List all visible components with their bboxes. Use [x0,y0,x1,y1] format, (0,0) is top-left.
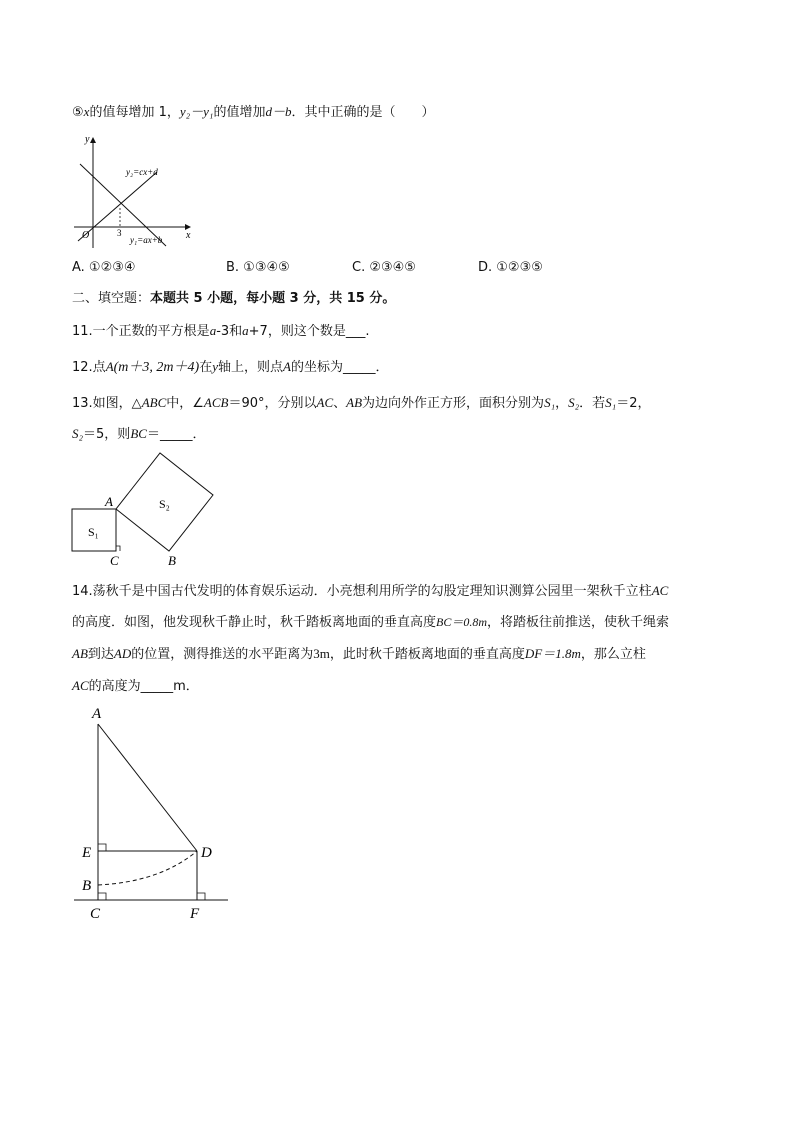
q14-t3: ，将踏板往前推送，使秋千绳索 [487,615,670,630]
q13-t9: ＝5，则 [83,427,131,442]
q13-t7: ．若 [579,396,606,411]
q13-abc: ABC [141,395,167,410]
q13-s2: S₂ [568,395,580,410]
question-14-line1 [72,582,668,601]
q12-point2: A [283,359,291,374]
label-a: A [92,706,102,722]
q14-t8: 的高度为_____m． [88,679,199,694]
label-c: C [110,553,119,568]
q13-t8: ＝2， [616,396,651,411]
q14-ac: AC [651,583,669,598]
label-s1: S₁ [88,525,99,539]
label-x: x [186,230,191,241]
q14-ad: AD [113,646,132,661]
q13-t2: 中，∠ [166,396,204,411]
q13-t3: ＝90°，分别以 [228,396,317,411]
label-f: F [190,906,200,922]
q13-bc: BC [130,426,147,441]
stmt5-text2: 的值增加 [213,105,266,120]
q14-bc-eq: BC＝0.8m [436,615,488,629]
label-y: y [85,134,90,145]
q13-s1: S₁ [544,395,556,410]
q14-t1: 14.荡秋千是中国古代发明的体育娱乐运动．小亮想利用所学的勾股定理知识测算公园里一架秋千立柱 [72,584,652,599]
q12-point: A [105,359,114,374]
q10-graph [72,130,202,250]
question-13-line1 [72,394,650,413]
stmt5-text: 的值每增加 1， [89,105,180,120]
q13-t1: 13.如图，△ [72,396,142,411]
q12-coords: (m＋3, 2m＋4) [113,360,200,375]
label-s2: S₂ [159,497,170,511]
q12-y: y [212,359,218,374]
stmt5-x: x [83,104,90,119]
q14-df-eq: DF＝1.8m [524,646,581,661]
q14-t2: 的高度．如图，他发现秋千静止时，秋千踏板离地面的垂直高度 [72,615,437,630]
section-header [72,290,395,308]
q13-s2b: S₂ [72,426,84,441]
q13-acb: ACB [203,395,229,410]
stmt5-marker: ⑤ [72,105,84,120]
label-origin: O [82,230,90,241]
right-angle-e [98,844,106,851]
q14-figure [70,700,240,930]
q14-t7: ，那么立柱 [580,647,646,662]
q13-ab: AB [346,395,363,410]
q13-figure [70,450,220,570]
question-14-line4 [72,677,199,696]
label-a: A [105,494,113,509]
q11-a2: a [242,323,249,338]
label-b: B [82,878,92,894]
q11-a1: a [209,323,217,338]
label-line1: y₁=ax+b [130,235,163,245]
question-14-line2 [72,613,669,632]
section-prefix: 二、填空题： [72,291,151,306]
q12-text2: 在 [199,360,213,375]
q12-text3: 轴上，则点 [217,360,283,375]
q11-text1: 11.一个正数的平方根是 [72,324,210,339]
right-angle-c [116,546,120,551]
option-d[interactable]: D. ①②③⑤ [478,260,543,275]
stmt5-expr: y₂－y₁ [179,104,214,119]
right-angle-f [197,893,205,900]
question-13-line2 [72,425,205,444]
q13-t10: ＝_____． [146,427,206,442]
label-d: D [201,845,212,861]
q13-s1b: S₁ [605,395,617,410]
q14-3m: 3m [313,646,330,661]
q13-t5: 为边向外作正方形，面积分别为 [362,396,545,411]
q13-t4: 、 [333,396,347,411]
right-angle-c [98,893,106,900]
q11-text3: +7，则这个数是___. [248,324,370,339]
q12-text4: 的坐标为_____． [290,360,389,375]
section-desc: 本题共 5 小题，每小题 3 分，共 15 分。 [150,291,396,306]
q11-text2: -3和 [216,324,243,339]
q14-t4: 到达 [87,647,114,662]
option-c[interactable]: C. ②③④⑤ [352,260,416,275]
question-12 [72,358,388,377]
q12-text1: 12.点 [72,360,106,375]
label-c: C [90,906,101,922]
stmt5-db: d－b [265,104,292,119]
q14-t5: 的位置，测得推送的水平距离为 [131,647,314,662]
q13-t6: ， [555,396,569,411]
q14-ab: AB [72,646,88,661]
q14-t6: ，此时秋千踏板离地面的垂直高度 [329,647,525,662]
label-e: E [82,845,92,861]
option-b[interactable]: B. ①③④⑤ [226,260,290,275]
q13-ac: AC [316,395,334,410]
label-b: B [168,553,176,568]
question-11 [72,322,369,341]
q10-statement-5 [72,103,434,122]
option-a[interactable]: A. ①②③④ [72,260,136,275]
swing-arc [98,851,197,885]
question-14-line3 [72,645,646,664]
label-3: 3 [117,228,122,238]
q14-ac2: AC [72,678,89,693]
stmt5-question: ．其中正确的是（ ） [291,105,435,120]
label-line2: y₂=cx+d [126,167,158,177]
rope-ad [98,724,197,851]
